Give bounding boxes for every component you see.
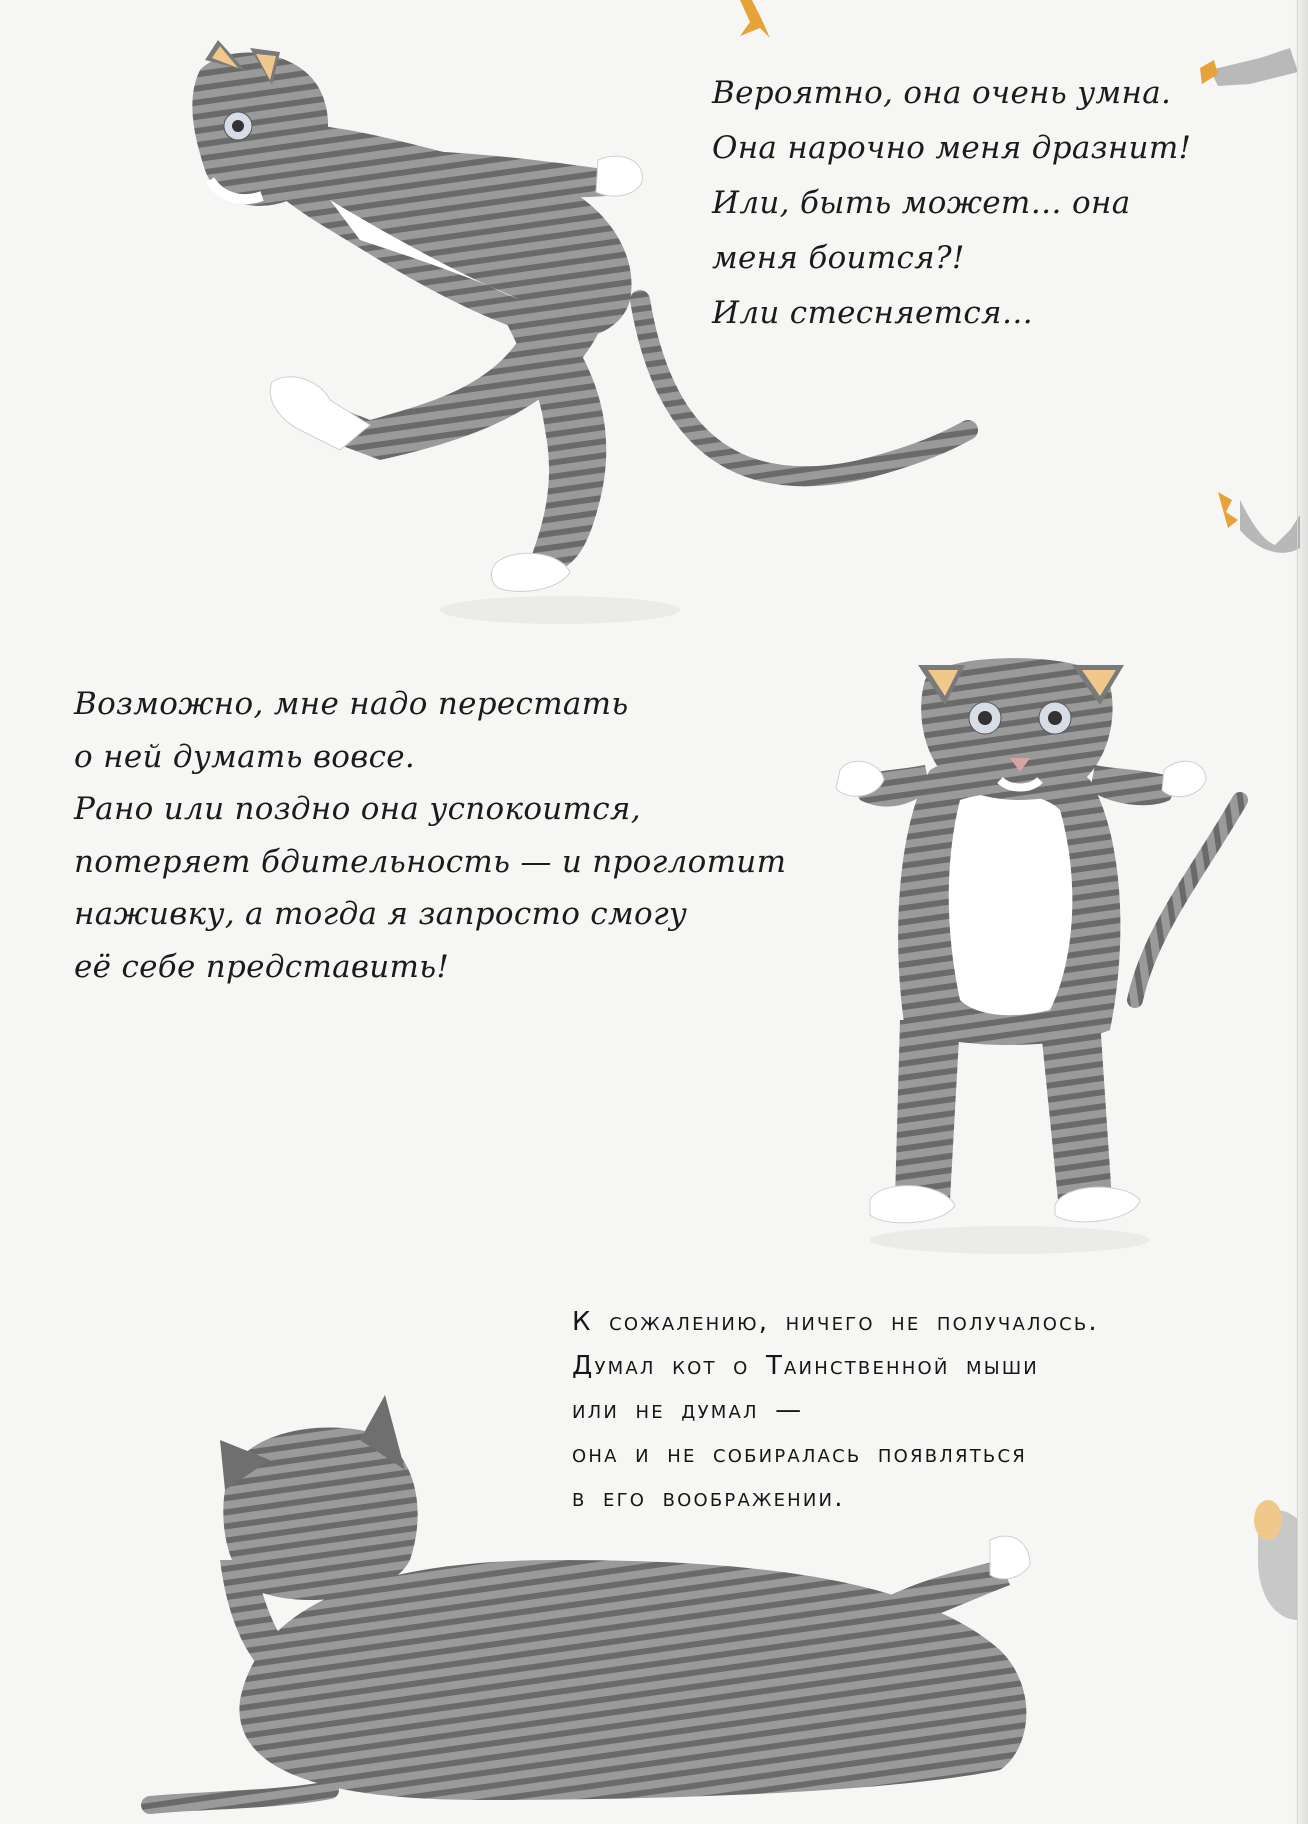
text-line: в его воображении. [572,1483,845,1513]
text-line: Или, быть может… она [712,185,1131,221]
text-line: Она нарочно меня дразнит! [712,130,1192,166]
text-line: наживку, а тогда я запросто смогу [74,896,688,932]
shrugging-cat-illustration [836,658,1240,1254]
text-line: Думал кот о Таинственной мыши [572,1351,1039,1381]
text-line: она и не собиралась появляться [572,1439,1027,1469]
text-line: её себе представить! [74,948,450,985]
text-line: Вероятно, она очень умна. [712,75,1172,111]
text-line: меня боится?! [712,240,965,276]
text-line: К сожалению, ничего не получалось. [572,1307,1099,1337]
text-line: или не думал — [572,1395,804,1425]
text-line: Возможно, мне надо перестать [74,686,629,722]
text-line: Рано или поздно она успокоится, [74,791,641,827]
text-line: потеряет бдительность — и проглотит [74,843,787,880]
cat-thoughts-middle [74,678,786,993]
narration-text [572,1300,1099,1520]
cat-thoughts-top [712,66,1191,341]
text-line: Или стесняется… [712,295,1034,331]
page-edge-shadow [1294,0,1308,1824]
text-line: о ней думать вовсе. [74,738,416,775]
